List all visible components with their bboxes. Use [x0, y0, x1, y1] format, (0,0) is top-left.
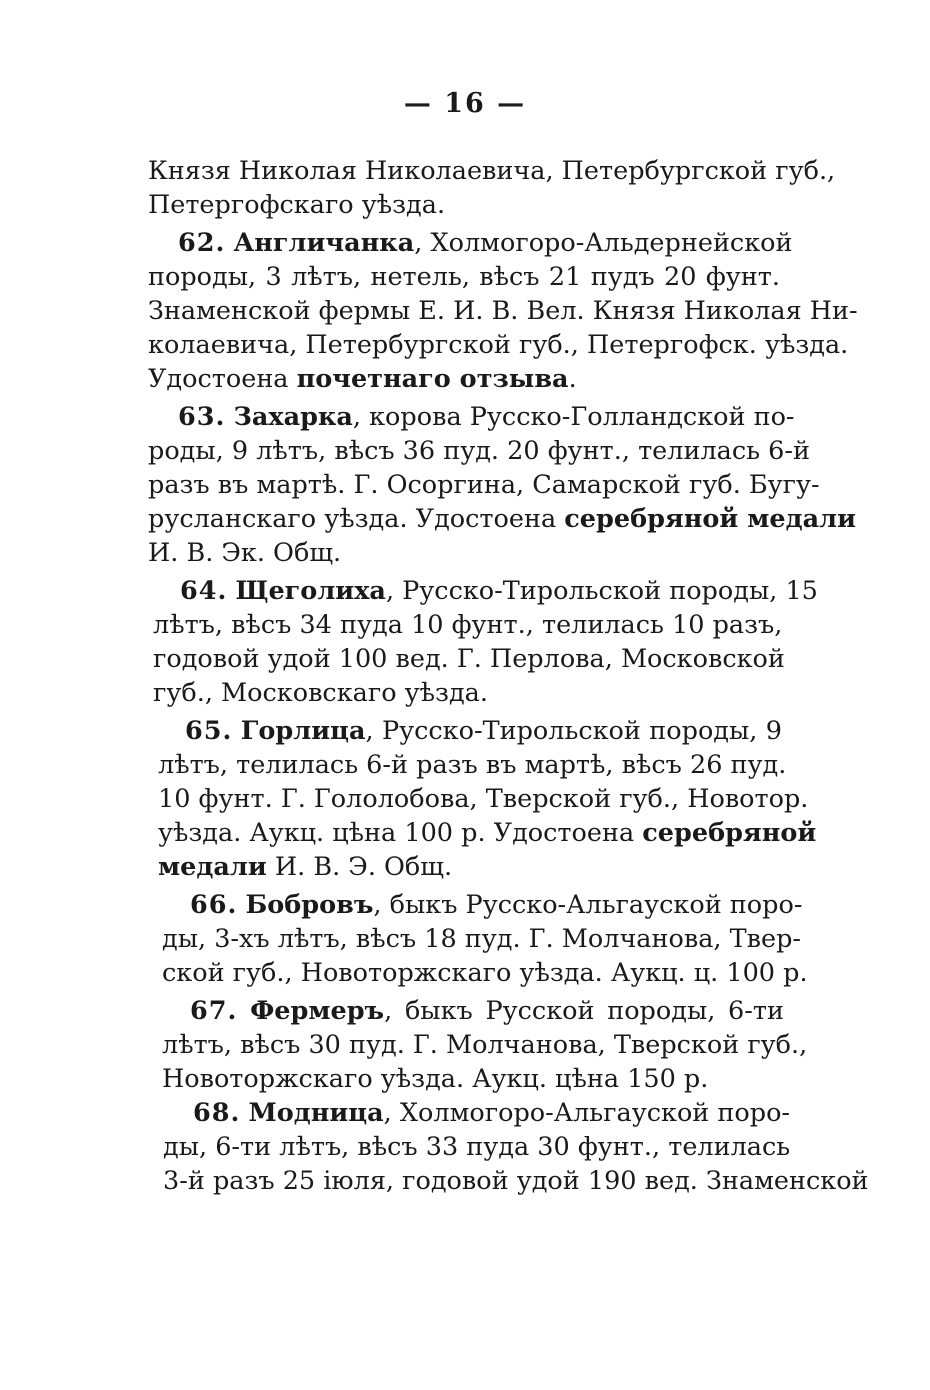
entry-number: 68.	[193, 1098, 241, 1128]
entry-text: русланскаго уѣзда. Удостоена	[148, 504, 565, 534]
text-line: Новоторжскаго уѣзда. Аукц. цѣна 150 р.	[162, 1064, 709, 1094]
page-number: — 16 —	[403, 88, 527, 119]
entry-63-first-line	[178, 400, 795, 434]
text-line: колаевича, Петербургской губ., Петергофск. уѣзда.	[148, 330, 849, 360]
entry-text: , корова Русско-Голландской по-	[352, 402, 795, 432]
text-line: И. В. Эк. Общ.	[148, 538, 342, 568]
entry-title: Англичанка	[233, 228, 415, 258]
entry-text: , Холмогоро-Альгауской поро-	[383, 1098, 791, 1128]
entry-title: Фермеръ	[250, 996, 385, 1026]
text-line: породы, 3 лѣтъ, нетель, вѣсъ 21 пудъ 20 фунт.	[148, 262, 780, 292]
entry-text: , Русско-Тирольской породы, 9	[365, 716, 783, 746]
text-line: роды, 9 лѣтъ, вѣсъ 36 пуд. 20 фунт., телилась 6-й	[148, 436, 810, 466]
entry-title: Бобровъ	[245, 890, 374, 920]
entry-title: Модница	[248, 1098, 384, 1128]
entry-65-first-line	[185, 714, 782, 748]
text-line	[148, 362, 577, 396]
entry-number: 62.	[178, 228, 226, 258]
entry-68-first-line	[193, 1096, 791, 1130]
text-line	[158, 816, 817, 850]
text-line: губ., Московскаго уѣзда.	[153, 678, 488, 708]
award-text: серебряной	[642, 818, 817, 848]
entry-text: , быкъ Русской породы, 6-ти	[384, 996, 785, 1026]
entry-67-first-line	[190, 994, 784, 1028]
text-line: ской губ., Новоторжскаго уѣзда. Аукц. ц. 100 р.	[162, 958, 808, 988]
entry-number: 64.	[180, 576, 228, 606]
entry-text: И. В. Э. Общ.	[266, 852, 453, 882]
entry-text: уѣзда. Аукц. цѣна 100 р. Удостоена	[158, 818, 643, 848]
entry-text: , Русско-Тирольской породы, 15	[385, 576, 818, 606]
entry-text: , быкъ Русско-Альгауской поро-	[373, 890, 803, 920]
text-line	[148, 502, 857, 536]
text-line: 10 фунт. Г. Гололобова, Тверской губ., Новотор.	[158, 784, 809, 814]
entry-text: Удостоена	[148, 364, 297, 394]
entry-number: 67.	[190, 996, 238, 1026]
entry-number: 66.	[190, 890, 238, 920]
entry-text: .	[568, 364, 577, 394]
text-line: Князя Николая Николаевича, Петербургской губ.,	[148, 156, 836, 186]
award-text: серебряной медали	[564, 504, 857, 534]
text-line: разъ въ мартѣ. Г. Осоргина, Самарской губ. Бугу-	[148, 470, 820, 500]
entry-number: 65.	[185, 716, 233, 746]
text-line	[158, 850, 452, 884]
text-line: Петергофскаго уѣзда.	[148, 190, 446, 220]
entry-title: Захарка	[233, 402, 353, 432]
entry-62-first-line	[178, 226, 793, 260]
text-line: 3-й разъ 25 іюля, годовой удой 190 вед. Знаменской	[163, 1166, 869, 1196]
text-line: Знаменской фермы Е. И. В. Вел. Князя Николая Ни-	[148, 296, 858, 326]
text-line: лѣтъ, вѣсъ 34 пуда 10 фунт., телилась 10 разъ,	[153, 610, 783, 640]
text-line: ды, 6-ти лѣтъ, вѣсъ 33 пуда 30 фунт., телилась	[163, 1132, 791, 1162]
entry-number: 63.	[178, 402, 226, 432]
entry-text: , Холмогоро-Альдернейской	[414, 228, 793, 258]
entry-title: Горлица	[240, 716, 366, 746]
entry-title: Щеголиха	[235, 576, 386, 606]
award-text: почетнаго отзыва	[296, 364, 569, 394]
text-line: ды, 3-хъ лѣтъ, вѣсъ 18 пуд. Г. Молчанова, Твер-	[162, 924, 802, 954]
text-line: лѣтъ, телилась 6-й разъ въ мартѣ, вѣсъ 26 пуд.	[158, 750, 787, 780]
award-text: медали	[158, 852, 267, 882]
entry-64-first-line	[180, 574, 818, 608]
text-line: годовой удой 100 вед. Г. Перлова, Московской	[153, 644, 785, 674]
entry-66-first-line	[190, 888, 803, 922]
text-line: лѣтъ, вѣсъ 30 пуд. Г. Молчанова, Тверской губ.,	[162, 1030, 808, 1060]
